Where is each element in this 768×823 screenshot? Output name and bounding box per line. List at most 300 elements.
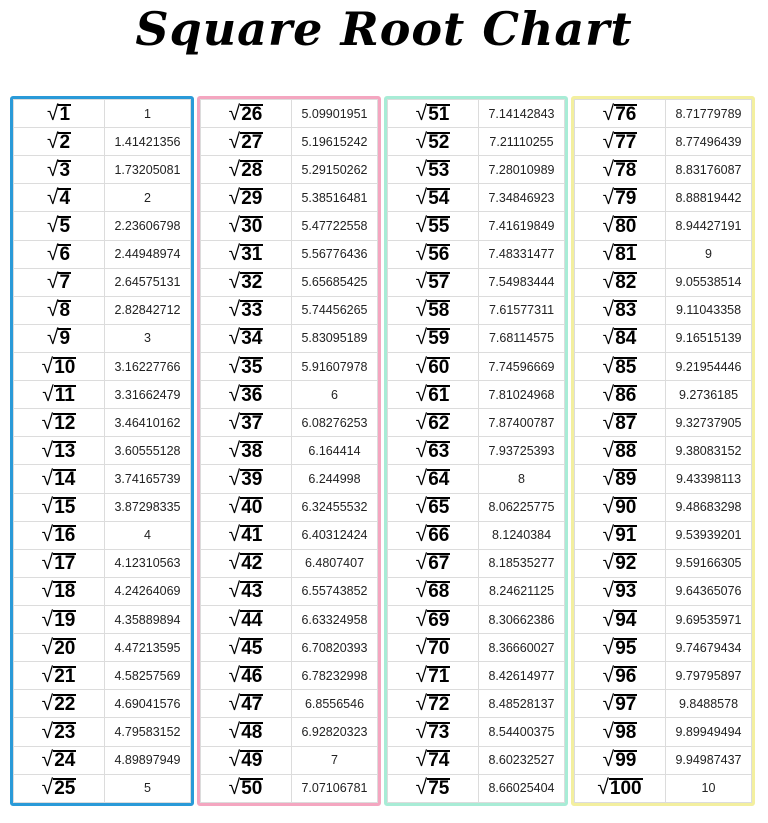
radical-icon: √ bbox=[41, 748, 54, 772]
table-row bbox=[575, 493, 752, 521]
radicand: 29 bbox=[241, 187, 263, 209]
table-row bbox=[575, 409, 752, 437]
radicand-cell bbox=[575, 605, 666, 633]
root-value: 8.60232527 bbox=[479, 746, 565, 774]
table-row bbox=[201, 240, 378, 268]
radical-icon: √ bbox=[228, 213, 241, 237]
radical-icon: √ bbox=[41, 354, 54, 378]
radicand: 10 bbox=[54, 356, 76, 378]
table-row bbox=[575, 184, 752, 212]
root-value: 6.32455532 bbox=[292, 493, 378, 521]
table-row bbox=[201, 774, 378, 802]
root-value: 7.93725393 bbox=[479, 437, 565, 465]
radicand-cell bbox=[201, 212, 292, 240]
radicand-cell bbox=[14, 212, 105, 240]
table-row bbox=[388, 465, 565, 493]
radicand-cell bbox=[201, 549, 292, 577]
radicand: 75 bbox=[428, 778, 450, 800]
root-value: 7.87400787 bbox=[479, 409, 565, 437]
radicand: 39 bbox=[241, 468, 263, 490]
radicand-cell bbox=[575, 493, 666, 521]
root-value: 5.65685425 bbox=[292, 268, 378, 296]
radicand: 63 bbox=[428, 440, 450, 462]
radicand-cell bbox=[14, 774, 105, 802]
radicand: 34 bbox=[241, 328, 263, 350]
root-value: 8.48528137 bbox=[479, 690, 565, 718]
radicand-cell bbox=[201, 774, 292, 802]
radical-icon: √ bbox=[228, 663, 241, 687]
root-value: 8.06225775 bbox=[479, 493, 565, 521]
radicand-cell bbox=[201, 437, 292, 465]
radicand-cell bbox=[201, 324, 292, 352]
radicand: 18 bbox=[54, 581, 76, 603]
radicand: 99 bbox=[615, 750, 637, 772]
root-value: 8.77496439 bbox=[666, 128, 752, 156]
radicand: 67 bbox=[428, 553, 450, 575]
radicand: 33 bbox=[241, 300, 263, 322]
table-row bbox=[388, 493, 565, 521]
root-value: 7.28010989 bbox=[479, 156, 565, 184]
table-row bbox=[575, 437, 752, 465]
radical-icon: √ bbox=[602, 270, 615, 294]
radical-icon: √ bbox=[415, 213, 428, 237]
table-row bbox=[575, 296, 752, 324]
radicand-cell bbox=[14, 521, 105, 549]
root-value: 1.41421356 bbox=[105, 128, 191, 156]
root-value: 8.94427191 bbox=[666, 212, 752, 240]
radicand: 17 bbox=[54, 553, 76, 575]
radical-icon: √ bbox=[41, 691, 54, 715]
radicand: 96 bbox=[615, 665, 637, 687]
radical-icon: √ bbox=[602, 551, 615, 575]
radicand: 62 bbox=[428, 412, 450, 434]
radicand-cell bbox=[388, 437, 479, 465]
radicand: 65 bbox=[428, 497, 450, 519]
radical-icon: √ bbox=[415, 719, 428, 743]
radical-icon: √ bbox=[41, 551, 54, 575]
radical-icon: √ bbox=[228, 523, 241, 547]
table-row bbox=[14, 662, 191, 690]
radicand-cell bbox=[575, 184, 666, 212]
radical-icon: √ bbox=[602, 382, 615, 406]
radicand-cell bbox=[388, 774, 479, 802]
radicand-cell bbox=[14, 128, 105, 156]
root-value: 8.66025404 bbox=[479, 774, 565, 802]
radicand-cell bbox=[388, 549, 479, 577]
table-row bbox=[14, 521, 191, 549]
radicand-cell bbox=[575, 352, 666, 380]
radicand-cell bbox=[575, 100, 666, 128]
radicand: 72 bbox=[428, 693, 450, 715]
radical-icon: √ bbox=[602, 466, 615, 490]
table-row bbox=[575, 605, 752, 633]
table-row bbox=[14, 409, 191, 437]
radicand: 27 bbox=[241, 131, 263, 153]
radical-icon: √ bbox=[415, 607, 428, 631]
root-value: 3.87298335 bbox=[105, 493, 191, 521]
radical-icon: √ bbox=[228, 410, 241, 434]
radicand: 26 bbox=[241, 103, 263, 125]
radicand-cell bbox=[201, 100, 292, 128]
radicand: 12 bbox=[54, 412, 76, 434]
radical-icon: √ bbox=[228, 242, 241, 266]
table-row bbox=[575, 690, 752, 718]
radicand: 56 bbox=[428, 244, 450, 266]
radical-icon: √ bbox=[415, 635, 428, 659]
radical-icon: √ bbox=[46, 326, 59, 350]
radical-icon: √ bbox=[46, 270, 59, 294]
radicand: 41 bbox=[241, 525, 263, 547]
radical-icon: √ bbox=[415, 354, 428, 378]
root-value: 4.89897949 bbox=[105, 746, 191, 774]
table-row bbox=[388, 690, 565, 718]
table-row bbox=[201, 381, 378, 409]
table-row bbox=[201, 493, 378, 521]
radicand-cell bbox=[575, 240, 666, 268]
radical-icon: √ bbox=[228, 719, 241, 743]
root-value: 7 bbox=[292, 746, 378, 774]
radical-icon: √ bbox=[228, 579, 241, 603]
radicand: 47 bbox=[241, 693, 263, 715]
radicand-cell bbox=[201, 381, 292, 409]
radical-icon: √ bbox=[41, 719, 54, 743]
radicand-cell bbox=[201, 746, 292, 774]
radicand-cell bbox=[14, 634, 105, 662]
root-value: 9.79795897 bbox=[666, 662, 752, 690]
radical-icon: √ bbox=[228, 748, 241, 772]
radicand-cell bbox=[575, 128, 666, 156]
root-value: 5 bbox=[105, 774, 191, 802]
radicand-cell bbox=[575, 156, 666, 184]
table-row bbox=[388, 240, 565, 268]
table-row bbox=[388, 437, 565, 465]
radicand: 98 bbox=[615, 721, 637, 743]
table-row bbox=[14, 184, 191, 212]
radical-icon: √ bbox=[228, 326, 241, 350]
radical-icon: √ bbox=[415, 326, 428, 350]
radical-icon: √ bbox=[415, 748, 428, 772]
radical-icon: √ bbox=[46, 185, 59, 209]
root-value: 1 bbox=[105, 100, 191, 128]
radicand-cell bbox=[388, 184, 479, 212]
radicand: 80 bbox=[615, 215, 637, 237]
radicand-cell bbox=[14, 718, 105, 746]
root-value: 7.34846923 bbox=[479, 184, 565, 212]
radicand: 40 bbox=[241, 497, 263, 519]
radicand: 92 bbox=[615, 553, 637, 575]
radicand-cell bbox=[14, 296, 105, 324]
radicand-cell bbox=[388, 690, 479, 718]
radicand-cell bbox=[575, 324, 666, 352]
table-row bbox=[388, 662, 565, 690]
root-value: 3.46410162 bbox=[105, 409, 191, 437]
radicand: 94 bbox=[615, 609, 637, 631]
table-row bbox=[14, 128, 191, 156]
radicand: 46 bbox=[241, 665, 263, 687]
table-row bbox=[388, 746, 565, 774]
table-row bbox=[14, 324, 191, 352]
radical-icon: √ bbox=[41, 663, 54, 687]
root-value: 2.23606798 bbox=[105, 212, 191, 240]
radicand: 49 bbox=[241, 750, 263, 772]
radicand-cell bbox=[575, 268, 666, 296]
table-row bbox=[388, 324, 565, 352]
root-value: 5.09901951 bbox=[292, 100, 378, 128]
radical-icon: √ bbox=[415, 579, 428, 603]
radicand-cell bbox=[201, 605, 292, 633]
radical-icon: √ bbox=[228, 270, 241, 294]
radicand-cell bbox=[14, 156, 105, 184]
table-row bbox=[388, 212, 565, 240]
table-row bbox=[201, 212, 378, 240]
radicand: 42 bbox=[241, 553, 263, 575]
radicand-cell bbox=[14, 465, 105, 493]
radicand: 51 bbox=[428, 103, 450, 125]
root-value: 7.48331477 bbox=[479, 240, 565, 268]
radical-icon: √ bbox=[602, 185, 615, 209]
root-value: 7.07106781 bbox=[292, 774, 378, 802]
radicand: 45 bbox=[241, 637, 263, 659]
radicand-cell bbox=[201, 718, 292, 746]
root-value: 7.54983444 bbox=[479, 268, 565, 296]
radicand: 4 bbox=[59, 187, 71, 209]
radicand: 37 bbox=[241, 412, 263, 434]
radical-icon: √ bbox=[41, 635, 54, 659]
radicand: 35 bbox=[241, 356, 263, 378]
sqrt-table bbox=[200, 99, 378, 803]
radicand: 52 bbox=[428, 131, 450, 153]
radicand: 9 bbox=[59, 328, 71, 350]
table-row bbox=[14, 296, 191, 324]
radical-icon: √ bbox=[415, 129, 428, 153]
root-value: 6.92820323 bbox=[292, 718, 378, 746]
table-row bbox=[388, 381, 565, 409]
root-value: 9.48683298 bbox=[666, 493, 752, 521]
radicand-cell bbox=[201, 634, 292, 662]
root-value: 8.54400375 bbox=[479, 718, 565, 746]
table-row bbox=[201, 296, 378, 324]
radicand: 22 bbox=[54, 693, 76, 715]
radicand: 48 bbox=[241, 721, 263, 743]
root-value: 9.69535971 bbox=[666, 605, 752, 633]
root-value: 4.35889894 bbox=[105, 605, 191, 633]
radicand: 13 bbox=[54, 440, 76, 462]
root-value: 6.08276253 bbox=[292, 409, 378, 437]
radicand: 74 bbox=[428, 750, 450, 772]
root-value: 8.30662386 bbox=[479, 605, 565, 633]
radicand: 73 bbox=[428, 721, 450, 743]
root-value: 9.74679434 bbox=[666, 634, 752, 662]
root-value: 9.8488578 bbox=[666, 690, 752, 718]
radicand-cell bbox=[575, 381, 666, 409]
root-value: 7.21110255 bbox=[479, 128, 565, 156]
radical-icon: √ bbox=[41, 776, 54, 800]
radicand-cell bbox=[575, 409, 666, 437]
root-value: 8.24621125 bbox=[479, 577, 565, 605]
radicand-cell bbox=[575, 718, 666, 746]
radicand: 89 bbox=[615, 468, 637, 490]
radicand: 28 bbox=[241, 159, 263, 181]
table-row bbox=[575, 718, 752, 746]
radicand: 19 bbox=[54, 609, 76, 631]
radicand: 15 bbox=[54, 497, 76, 519]
root-value: 2.82842712 bbox=[105, 296, 191, 324]
radicand: 53 bbox=[428, 159, 450, 181]
table-row bbox=[14, 577, 191, 605]
table-row bbox=[201, 549, 378, 577]
radical-icon: √ bbox=[415, 776, 428, 800]
table-row bbox=[388, 549, 565, 577]
radicand-cell bbox=[388, 100, 479, 128]
radicand-cell bbox=[14, 437, 105, 465]
radicand: 78 bbox=[615, 159, 637, 181]
radical-icon: √ bbox=[46, 101, 59, 125]
table-row bbox=[201, 605, 378, 633]
radicand: 61 bbox=[428, 384, 450, 406]
table-row bbox=[388, 774, 565, 802]
radicand: 31 bbox=[241, 244, 263, 266]
radical-icon: √ bbox=[602, 157, 615, 181]
root-value: 9 bbox=[666, 240, 752, 268]
root-value: 3.60555128 bbox=[105, 437, 191, 465]
table-row bbox=[201, 324, 378, 352]
radicand-cell bbox=[388, 409, 479, 437]
radical-icon: √ bbox=[597, 776, 609, 800]
root-value: 10 bbox=[666, 774, 752, 802]
radicand-cell bbox=[14, 662, 105, 690]
table-row bbox=[14, 437, 191, 465]
radical-icon: √ bbox=[228, 129, 241, 153]
radicand-cell bbox=[201, 465, 292, 493]
radical-icon: √ bbox=[415, 157, 428, 181]
radicand: 16 bbox=[54, 525, 76, 547]
table-row bbox=[14, 465, 191, 493]
radical-icon: √ bbox=[602, 607, 615, 631]
radicand: 82 bbox=[615, 272, 637, 294]
radical-icon: √ bbox=[602, 523, 615, 547]
root-value: 7.81024968 bbox=[479, 381, 565, 409]
root-value: 9.64365076 bbox=[666, 577, 752, 605]
radicand-cell bbox=[201, 352, 292, 380]
root-value: 9.89949494 bbox=[666, 718, 752, 746]
radicand: 88 bbox=[615, 440, 637, 462]
table-row bbox=[575, 774, 752, 802]
root-value: 8.1240384 bbox=[479, 521, 565, 549]
sqrt-table bbox=[387, 99, 565, 803]
radicand-cell bbox=[575, 212, 666, 240]
table-row bbox=[201, 268, 378, 296]
root-value: 5.56776436 bbox=[292, 240, 378, 268]
root-value: 5.29150262 bbox=[292, 156, 378, 184]
radicand-cell bbox=[575, 437, 666, 465]
radical-icon: √ bbox=[42, 382, 54, 406]
radical-icon: √ bbox=[415, 466, 428, 490]
root-value: 9.32737905 bbox=[666, 409, 752, 437]
radical-icon: √ bbox=[415, 495, 428, 519]
root-value: 6.40312424 bbox=[292, 521, 378, 549]
radicand-cell bbox=[14, 409, 105, 437]
sqrt-table bbox=[13, 99, 191, 803]
radical-icon: √ bbox=[415, 663, 428, 687]
table-row bbox=[388, 521, 565, 549]
radical-icon: √ bbox=[228, 298, 241, 322]
root-value: 6.4807407 bbox=[292, 549, 378, 577]
radicand-cell bbox=[575, 662, 666, 690]
root-value: 5.19615242 bbox=[292, 128, 378, 156]
radicand: 8 bbox=[59, 300, 71, 322]
table-row bbox=[575, 634, 752, 662]
root-value: 9.43398113 bbox=[666, 465, 752, 493]
root-value: 1.73205081 bbox=[105, 156, 191, 184]
radicand: 84 bbox=[615, 328, 637, 350]
root-value: 4.47213595 bbox=[105, 634, 191, 662]
radicand-cell bbox=[575, 521, 666, 549]
radical-icon: √ bbox=[46, 157, 59, 181]
root-value: 9.2736185 bbox=[666, 381, 752, 409]
radicand-cell bbox=[575, 690, 666, 718]
radicand-cell bbox=[388, 156, 479, 184]
radicand: 60 bbox=[428, 356, 450, 378]
table-row bbox=[201, 409, 378, 437]
table-row bbox=[575, 577, 752, 605]
radicand: 100 bbox=[609, 778, 642, 800]
root-value: 9.05538514 bbox=[666, 268, 752, 296]
radicand: 83 bbox=[615, 300, 637, 322]
table-row bbox=[388, 634, 565, 662]
radicand-cell bbox=[14, 493, 105, 521]
radicand: 93 bbox=[615, 581, 637, 603]
radicand-cell bbox=[575, 634, 666, 662]
radicand: 5 bbox=[59, 215, 71, 237]
radicand-cell bbox=[388, 381, 479, 409]
root-value: 7.14142843 bbox=[479, 100, 565, 128]
table-row bbox=[14, 212, 191, 240]
radicand: 6 bbox=[59, 244, 71, 266]
radical-icon: √ bbox=[415, 551, 428, 575]
table-row bbox=[201, 128, 378, 156]
radicand-cell bbox=[388, 240, 479, 268]
table-row bbox=[201, 100, 378, 128]
radicand-cell bbox=[201, 156, 292, 184]
radicand-cell bbox=[388, 352, 479, 380]
table-row bbox=[201, 662, 378, 690]
table-row bbox=[14, 352, 191, 380]
radical-icon: √ bbox=[602, 129, 615, 153]
table-row bbox=[388, 718, 565, 746]
radical-icon: √ bbox=[41, 438, 54, 462]
page-title: Square Root Chart bbox=[135, 2, 633, 56]
root-value: 4.12310563 bbox=[105, 549, 191, 577]
table-row bbox=[575, 465, 752, 493]
table-row bbox=[388, 156, 565, 184]
table-row bbox=[575, 521, 752, 549]
radicand: 2 bbox=[59, 131, 71, 153]
table-row bbox=[575, 212, 752, 240]
radicand: 14 bbox=[54, 468, 76, 490]
radicand-cell bbox=[388, 605, 479, 633]
radicand: 25 bbox=[54, 778, 76, 800]
radicand: 43 bbox=[241, 581, 263, 603]
radicand-cell bbox=[388, 296, 479, 324]
radicand-cell bbox=[388, 268, 479, 296]
table-row bbox=[14, 774, 191, 802]
radicand: 79 bbox=[615, 187, 637, 209]
radical-icon: √ bbox=[228, 691, 241, 715]
column-4 bbox=[571, 96, 755, 806]
radical-icon: √ bbox=[415, 691, 428, 715]
root-value: 6.8556546 bbox=[292, 690, 378, 718]
table-row bbox=[575, 549, 752, 577]
